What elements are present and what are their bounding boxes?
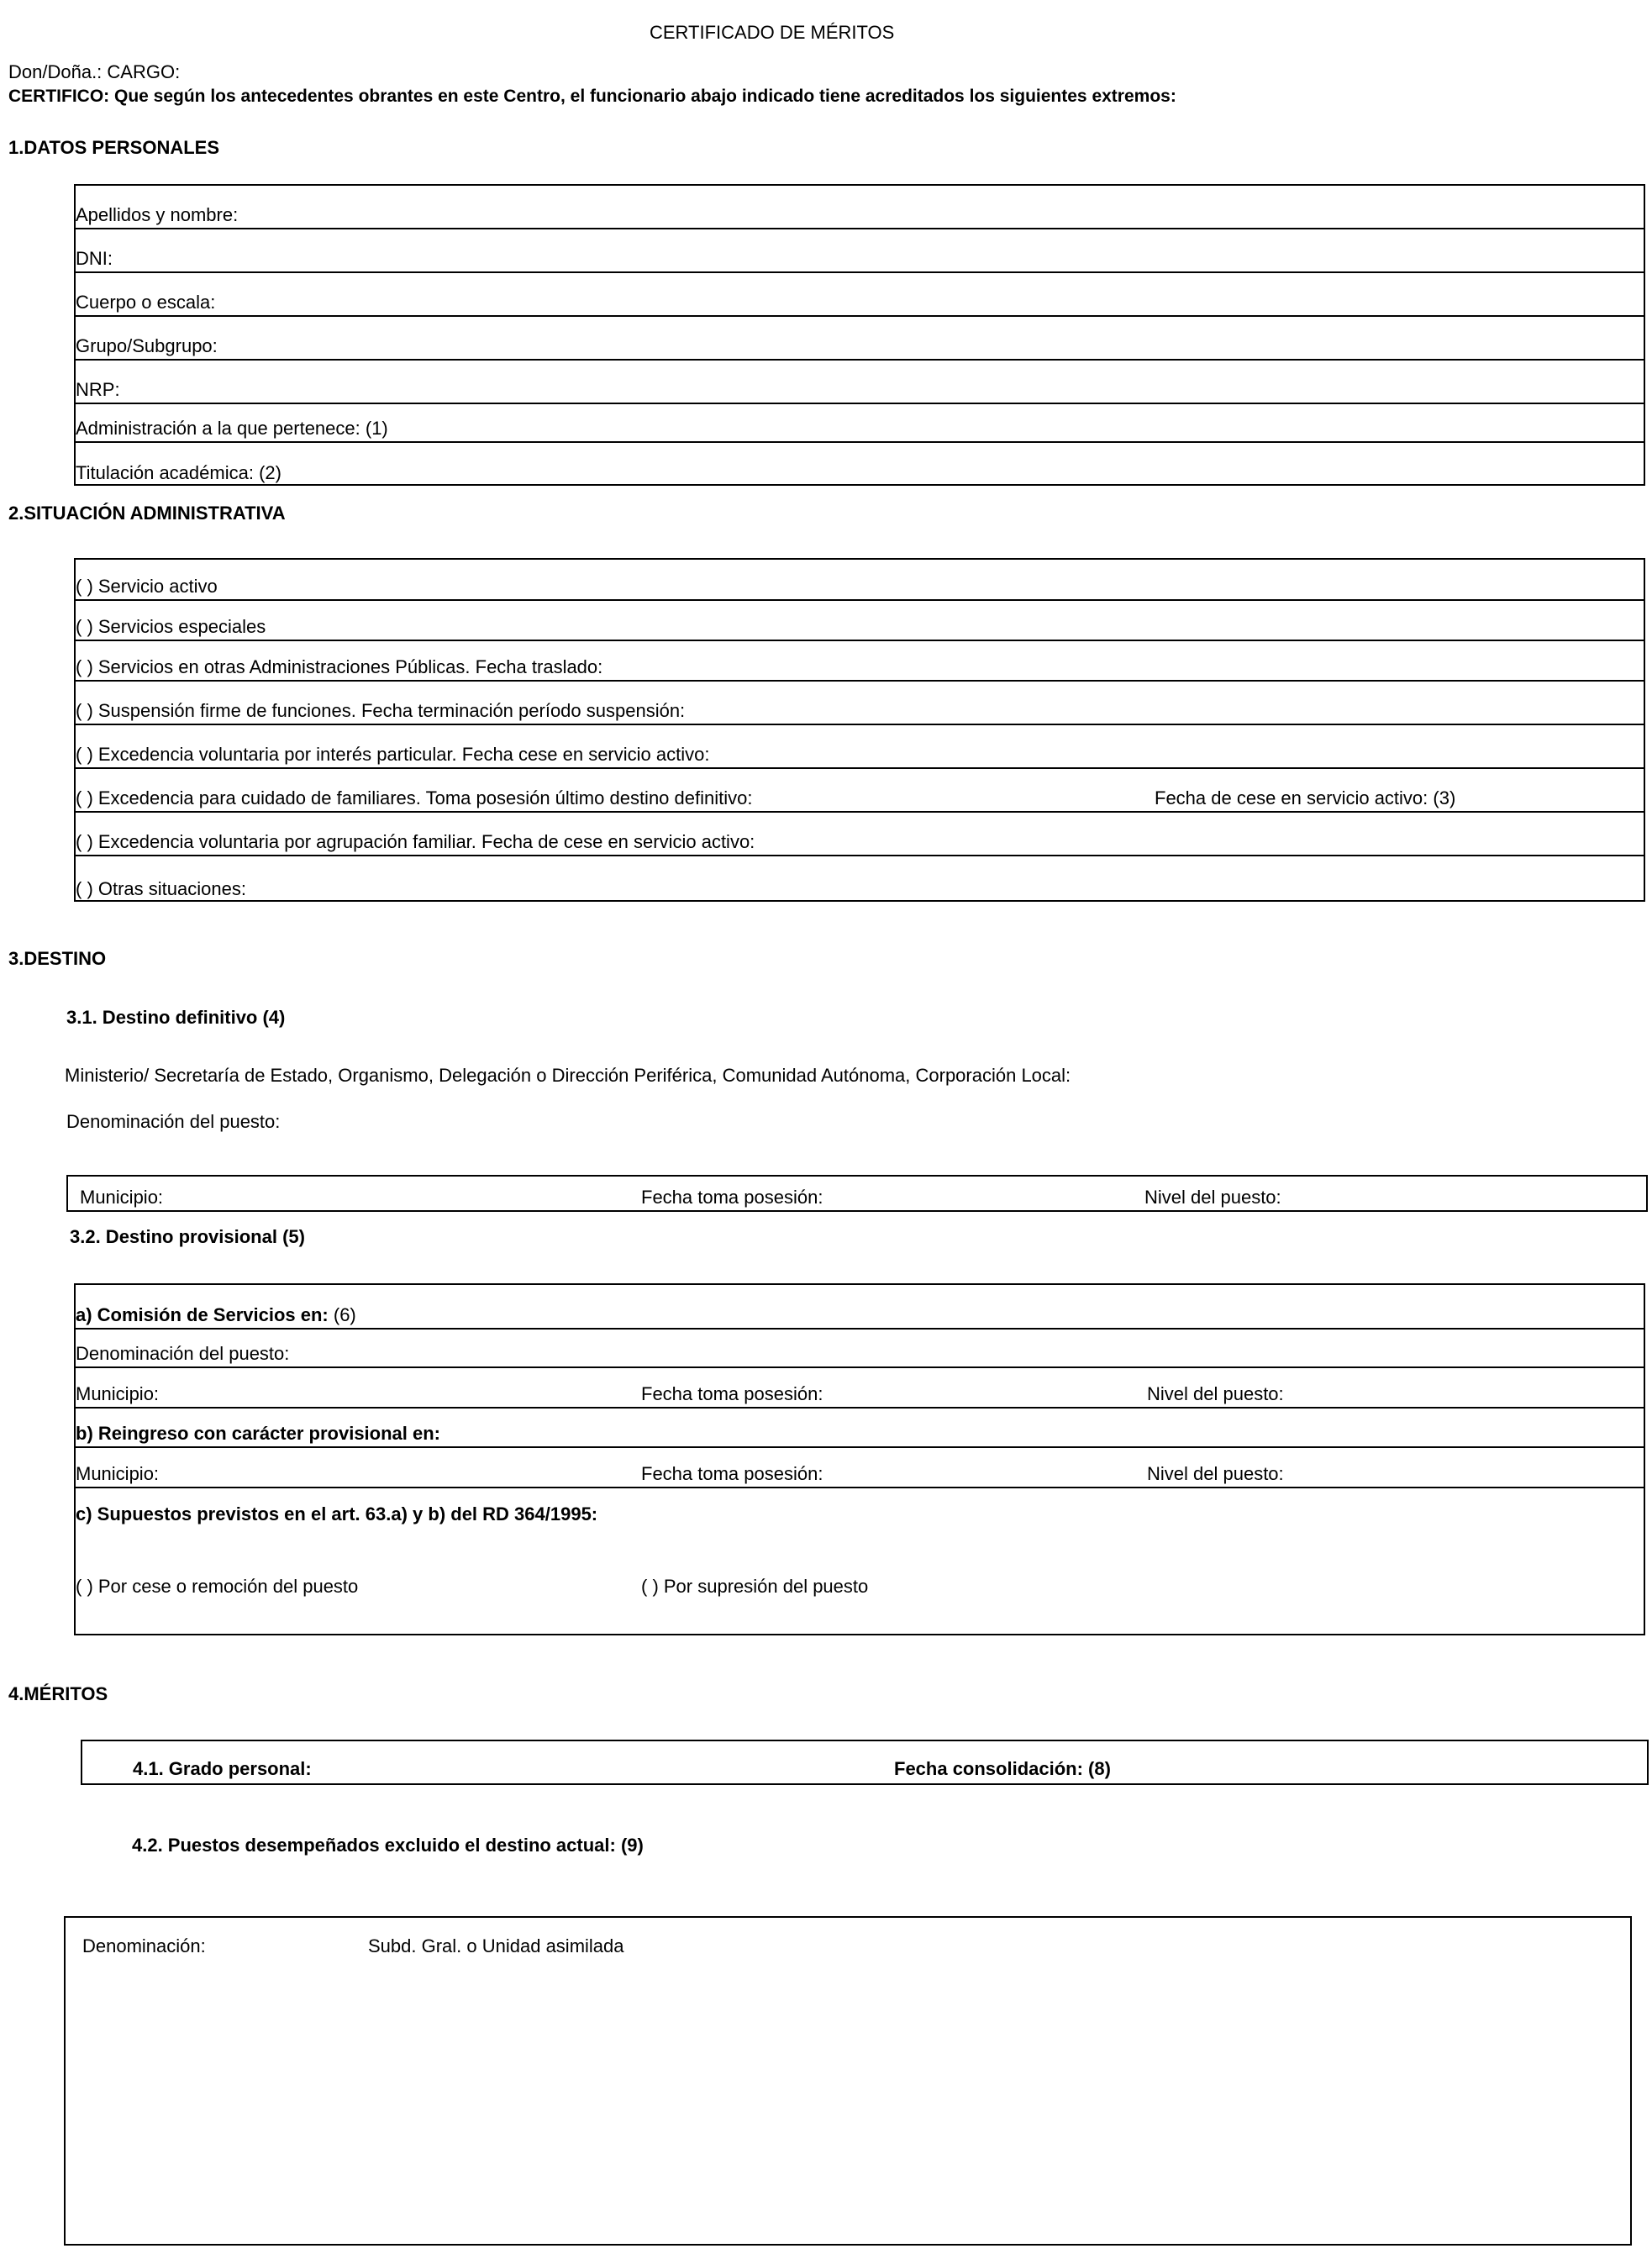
supuestos-label: c) Supuestos previstos en el art. 63.a) y b) del RD 364/1995: [76,1503,598,1524]
table-row [76,1368,1644,1409]
certifico-line: CERTIFICO: Que según los antecedentes obrantes en este Centro, el funcionario abajo indicado tiene acreditados los siguientes extremos: [8,87,1176,106]
puestos-desempenados-title: 4.2. Puestos desempeñados excluido el destino actual: (9) [132,1835,644,1856]
situation-option: ( ) Excedencia para cuidado de familiares. Toma posesión último destino definitivo: [76,787,753,808]
field-label: DNI: [76,248,113,269]
section-4-title: 4.MÉRITOS [8,1683,108,1704]
nivel-puesto-label: Nivel del puesto: [1147,1383,1284,1404]
comision-servicios-label [76,1304,356,1326]
field-label: Titulación académica: (2) [76,462,281,483]
table-header-row [66,1918,1630,1959]
comision-servicios-bold: a) Comisión de Servicios en: [76,1304,329,1325]
municipio-label: Municipio: [76,1463,160,1484]
situation-option: ( ) Servicios especiales [76,616,266,637]
situation-option: ( ) Excedencia voluntaria por agrupación familiar. Fecha de cese en servicio activo: [76,831,755,852]
table-row [76,317,1644,361]
section-2-title: 2.SITUACIÓN ADMINISTRATIVA [8,503,286,524]
table-row [76,186,1644,229]
destino-definitivo-title: 3.1. Destino definitivo (4) [66,1007,286,1028]
destino-definitivo-denominacion: Denominación del puesto: [66,1111,281,1132]
field-label: NRP: [76,379,120,400]
municipio-label: Municipio: [80,1187,164,1208]
field-label: Cuerpo o escala: [76,292,216,313]
table-row [76,641,1644,682]
nivel-puesto-label: Nivel del puesto: [1144,1187,1281,1208]
destino-provisional-title: 3.2. Destino provisional (5) [70,1226,305,1247]
table-row [76,856,1644,902]
table-row [76,273,1644,317]
table-row [76,725,1644,769]
nivel-puesto-label: Nivel del puesto: [1147,1463,1284,1484]
situation-extra-label: Fecha de cese en servicio activo: (3) [1155,787,1456,808]
table-row [76,813,1644,856]
section-1-title: 1.DATOS PERSONALES [8,137,220,158]
comision-servicios-note: (6) [328,1304,356,1325]
grado-personal-box [81,1740,1649,1785]
don-dona-line: Don/Doña.: CARGO: [8,61,181,82]
table-row [76,601,1644,641]
table-row [76,1448,1644,1488]
grado-personal-label: 4.1. Grado personal: [133,1758,312,1779]
situation-option: ( ) Servicio activo [76,576,218,597]
cese-remocion-option: ( ) Por cese o remoción del puesto [76,1576,359,1597]
situation-table [74,558,1645,902]
table-row [76,1488,1644,1635]
table-row [76,404,1644,443]
situation-option: ( ) Suspensión firme de funciones. Fecha terminación período suspensión: [76,700,686,721]
fecha-consolidacion-label: Fecha consolidación: (8) [894,1758,1111,1779]
denominacion-puesto-label: Denominación del puesto: [76,1343,290,1364]
table-row [76,682,1644,725]
field-label: Administración a la que pertenece: (1) [76,418,388,439]
table-row [76,361,1644,404]
personal-data-table [74,184,1645,486]
fecha-toma-posesion-label: Fecha toma posesión: [641,1187,823,1208]
destino-definitivo-organismo: Ministerio/ Secretaría de Estado, Organismo, Delegación o Dirección Periférica, Comunidad Autónoma, Corporación Local: [65,1065,1071,1086]
table-row [76,1330,1644,1368]
table-row [76,769,1644,813]
column-header-subdireccion: Subd. Gral. o Unidad asimilada [368,1935,624,1956]
table-row [76,229,1644,273]
situation-option: ( ) Excedencia voluntaria por interés particular. Fecha cese en servicio activo: [76,744,710,765]
reingreso-label: b) Reingreso con carácter provisional en: [76,1423,441,1444]
municipio-label: Municipio: [76,1383,160,1404]
table-row [76,560,1644,601]
field-label: Grupo/Subgrupo: [76,335,218,356]
situation-option: ( ) Servicios en otras Administraciones Públicas. Fecha traslado: [76,656,603,677]
field-label: Apellidos y nombre: [76,204,239,225]
section-3-title: 3.DESTINO [8,948,107,969]
table-row [76,443,1644,486]
supresion-puesto-option: ( ) Por supresión del puesto [641,1576,869,1597]
fecha-toma-posesion-label: Fecha toma posesión: [641,1463,823,1484]
table-row [76,1285,1644,1330]
column-header-denominacion: Denominación: [82,1935,206,1956]
situation-option: ( ) Otras situaciones: [76,878,246,899]
puestos-table [64,1916,1632,2246]
table-row [76,1409,1644,1448]
fecha-toma-posesion-label: Fecha toma posesión: [641,1383,823,1404]
destino-provisional-table [74,1283,1645,1635]
document-title: CERTIFICADO DE MÉRITOS [650,22,895,43]
destino-definitivo-box [66,1175,1648,1212]
